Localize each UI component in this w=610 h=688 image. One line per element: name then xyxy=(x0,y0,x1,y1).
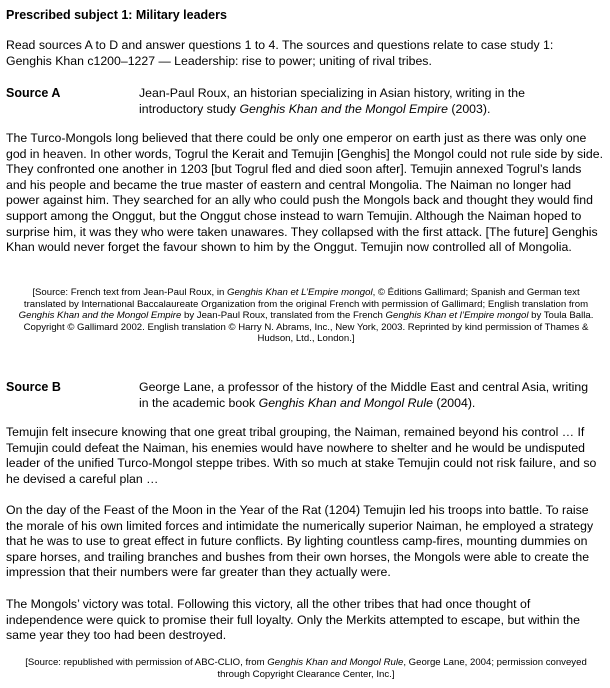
citation-text: by Jean-Paul Roux, translated from the French xyxy=(181,310,386,322)
source-b-paragraph-3: The Mongols’ victory was total. Following this victory, all the other tribes that had once thought of independence were quick to promise their full loyalty. Only the Merkits attempted to escape, but within the same year they too had been destroyed. xyxy=(6,597,580,643)
source-a-description xyxy=(139,86,589,117)
citation-title: Genghis Khan and Mongol Rule xyxy=(267,657,404,668)
source-b-desc-year: (2004). xyxy=(432,395,476,410)
page-heading: Prescribed subject 1: Military leaders xyxy=(6,8,227,22)
source-b-paragraph-2: On the day of the Feast of the Moon in the Year of the Rat (1204) Temujin led his troops into battle. To raise the morale of his own limited forces and intimidate the numerically superior Naiman, he employed a strategy that he was to use to great effect in future conflicts. By lighting countless camp-fires, mounting dummies on spare horses, and trailing branches and bushes from their own horses, the Mongols were able to create the impression that their numbers were far greater than they actually were. xyxy=(6,503,594,580)
source-a-book-title: Genghis Khan and the Mongol Empire xyxy=(239,101,448,116)
source-a-citation xyxy=(14,287,598,345)
instructions-line-2: Genghis Khan c1200–1227 — Leadership: rise to power; uniting of rival tribes. xyxy=(6,53,432,68)
source-b-book-title: Genghis Khan and Mongol Rule xyxy=(258,395,433,410)
source-a-label: Source A xyxy=(6,86,61,100)
citation-title: Genghis Khan et L’Empire mongol xyxy=(226,287,373,298)
source-b-desc-text: George Lane, a professor of the history of the Middle East and central Asia, writing in the academic book xyxy=(139,380,589,410)
source-b-paragraph-1: Temujin felt insecure knowing that one great tribal grouping, the Naiman, remained beyond his control … If Temujin could defeat the Naiman, his enemies would have nowhere to shelter and he would be undisputed leader of the unified Turco-Mongol steppe tribes. With so much at stake Temujin could not risk failure, and so he devised a careful plan … xyxy=(6,425,597,486)
citation-title: Genghis Khan et l’Empire mongol xyxy=(385,310,529,322)
citation-title: Genghis Khan and the Mongol Empire xyxy=(18,310,182,322)
citation-text: , © Éditions Gallimard; Spanish and German text translated by International Baccalaureate Organization from the original French with permission of Gallimard; English translation from xyxy=(23,287,589,310)
citation-text: by Toula Balla. Copyright © Gallimard 2002. English translation © Harry N. Abrams, Inc., New York, 2003. Reprinted by kind permission of Thames & Hudson, Ltd., London.] xyxy=(23,310,594,345)
citation-text: [Source: republished with permission of ABC-CLIO, from xyxy=(25,657,268,668)
source-b-citation xyxy=(14,657,598,680)
instructions-line-1: Read sources A to D and answer questions 1 to 4. The sources and questions relate to case study 1: xyxy=(6,38,554,52)
citation-text: , George Lane, 2004; permission conveyed through Copyright Clearance Center, Inc.] xyxy=(217,657,587,680)
source-b-label: Source B xyxy=(6,380,61,394)
instructions xyxy=(6,38,600,69)
citation-text: [Source: French text from Jean-Paul Roux, in xyxy=(32,287,227,298)
source-a-desc-text: Jean-Paul Roux, an historian specializing in Asian history, writing in the introductory study xyxy=(139,86,525,116)
source-a-desc-year: (2003). xyxy=(447,101,491,116)
source-b-description xyxy=(139,380,589,411)
source-a-body: The Turco-Mongols long believed that there could be only one emperor on earth just as there was only one god in heaven. In other words, Togrul the Kerait and Temujin [Genghis] the Mongol could not rule side by side. They confronted one another in 1203 [but Togrul fled and died soon after]. Temujin annexed Togrul’s lands and his people and became the true master of eastern and central Mongolia. The Naiman no longer had power against him. They searched for an ally who could push the Mongols back and thought they would find support among the Onggut, but the Onggut chose instead to warn Temujin. Although the Naiman hoped to surprise him, it was they who were taken unawares. They collapsed with the first attack. [The future] Genghis Khan would never forget the favour shown to him by the Onggut. Temujin now controlled all of Mongolia. xyxy=(6,131,603,255)
